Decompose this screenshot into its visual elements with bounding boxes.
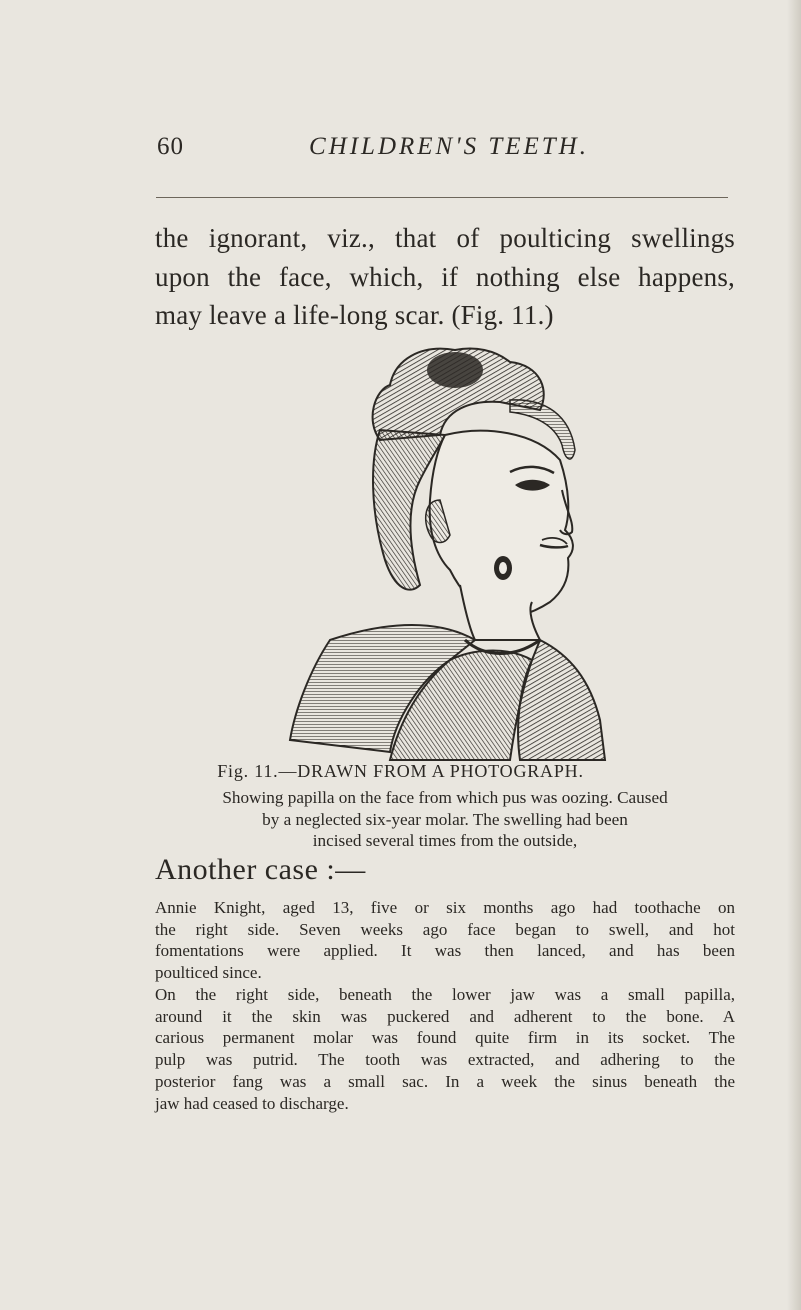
- figure-illustration: [270, 340, 620, 765]
- dress-right: [518, 640, 605, 760]
- text-line: Annie Knight, aged 13, five or six months ago had toothache on: [155, 898, 735, 917]
- intro-paragraph: [155, 219, 735, 335]
- caption-line: incised several times from the outside,: [312, 831, 578, 850]
- portrait-engraving: [270, 340, 620, 765]
- text-line: pulp was putrid. The tooth was extracted, and adhering to the: [155, 1050, 735, 1070]
- figure-caption-title: Fig. 11.—DRAWN FROM A PHOTOGRAPH.: [217, 761, 584, 781]
- caption-line: Showing papilla on the face from which pus was oozing. Caused: [222, 788, 668, 807]
- text-line: fomentations were applied. It was then lanced, and has been: [155, 941, 735, 961]
- text-line: posterior fang was a small sac. In a week the sinus beneath the: [155, 1071, 735, 1091]
- text-line: may leave a life-long scar. (Fig. 11.): [155, 300, 554, 330]
- section-heading: Another case :—: [155, 853, 366, 886]
- page-number: 60: [157, 133, 184, 160]
- case-paragraph-2: [155, 984, 735, 1114]
- caption-line: by a neglected six-year molar. The swelling had been: [262, 809, 628, 829]
- running-head-title: CHILDREN'S TEETH.: [309, 133, 589, 160]
- text-line: upon the face, which, if nothing else happens,: [155, 261, 735, 292]
- text-line: around it the skin was puckered and adherent to the bone. A: [155, 1006, 735, 1026]
- figure-caption-body: [150, 787, 740, 852]
- text-line: jaw had ceased to discharge.: [155, 1093, 349, 1113]
- case-paragraph-1: [155, 897, 735, 984]
- header-rule: [156, 197, 728, 198]
- text-line: the ignorant, viz., that of poulticing swellings: [155, 223, 735, 253]
- page-edge-shadow: [787, 0, 801, 1310]
- text-line: On the right side, beneath the lower jaw was a small papilla,: [155, 985, 735, 1004]
- running-header: [157, 133, 737, 173]
- text-line: the right side. Seven weeks ago face began to swell, and hot: [155, 919, 735, 939]
- text-line: poulticed since.: [155, 963, 262, 983]
- text-line: carious permanent molar was found quite firm in its socket. The: [155, 1028, 735, 1048]
- face-outline: [430, 431, 573, 617]
